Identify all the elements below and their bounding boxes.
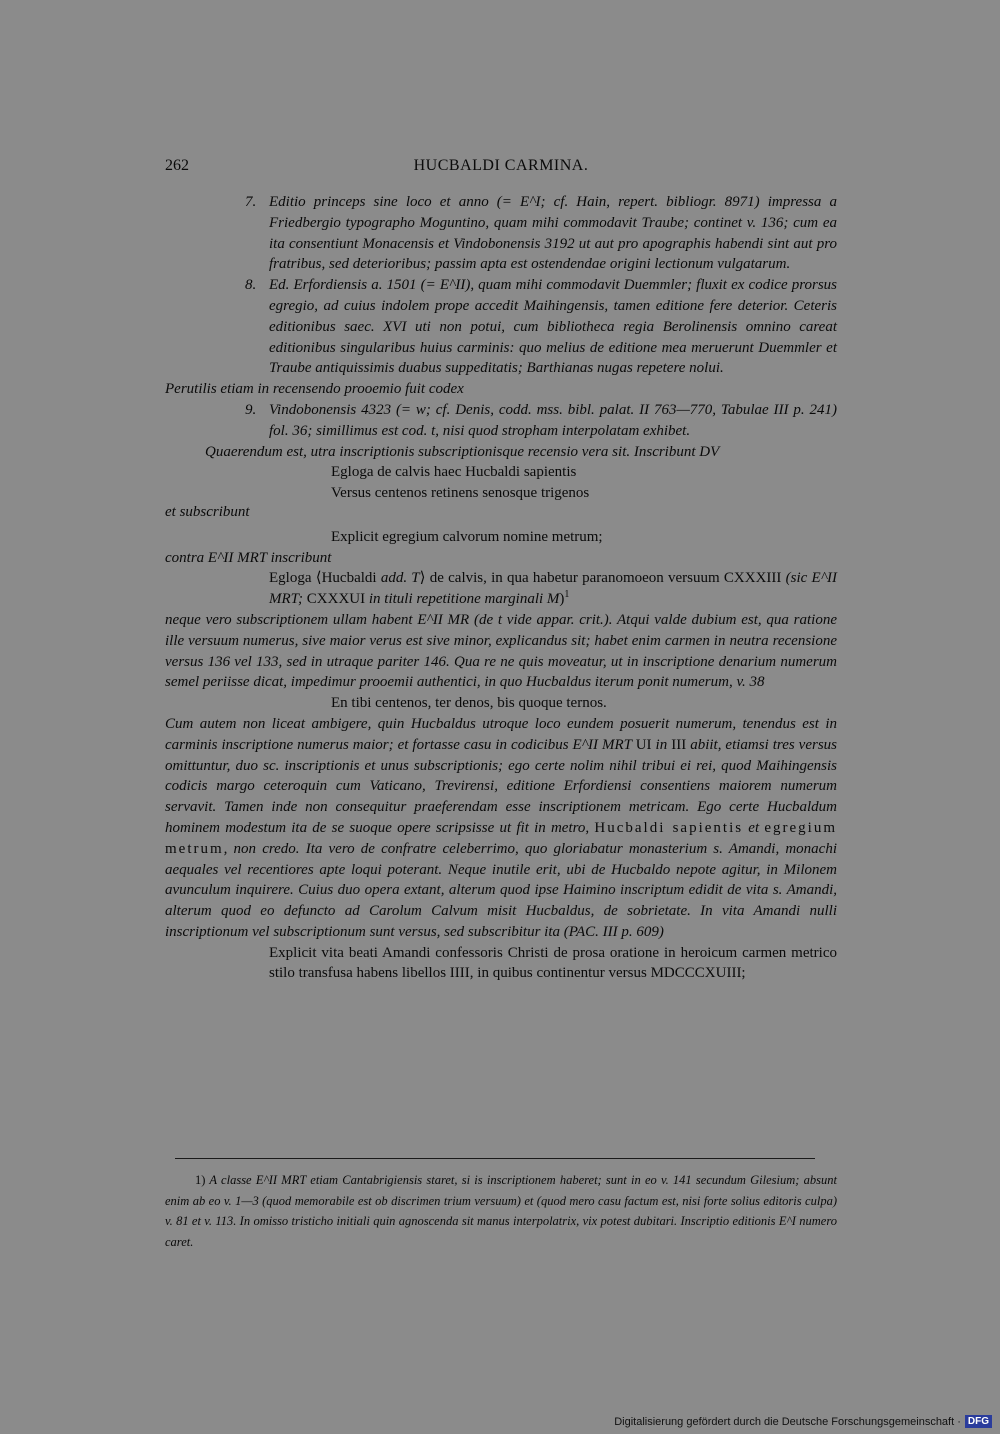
neque-vero-paragraph: neque vero subscriptionem ullam habent E^II MR (de t vide appar. crit.). Atqui valde dubium est, qua ratione ille versuum numerus, sive maior verus est sive minor, explicandus sit; habet enim carmen in neutra recensione versus 136 vel 133, sed in utraque pariter 146. Qua re ne quis moveatur, ut in inscriptione denarium numerum semel periisse dicat, impedimur prooemii authentici, in quo Hucbaldus iterum ponit numerum, v. 38 xyxy=(165,611,837,691)
paragraph-part: , non credo. Ita vero de confratre celeberrimo, quo gloriabatur monasterium s. Amandi, monachi aequales vel recentiores apte loqui poterant. Neque inutile erit, ubi de Hucbaldo nepote agitur, in Milonem avunculum inquirere. Cuius duo opera extant, alterum quod ipse Haimino inscriptum edidit de vita s. Amandi, alterum quod eo defuncto ad Carolum Calvum misit Hucbaldus, de sobrietate. In vita Amandi nulli inscriptionum vel subscriptionum sunt versus, sed subscribitur ita (PAC. III p. 609) xyxy=(165,840,837,940)
egloga-part: ⟩ de calvis, in qua habetur paranomoeon versuum CXXXIII xyxy=(419,570,786,587)
paragraph-part: egregium metrum xyxy=(165,819,837,857)
paragraph-part: Cum autem non liceat ambigere, quin Hucbaldus utroque loco eundem posuerit numerum, tenendus est in carminis inscriptione numerus maior; et fortasse casu in codicibus E^II MRT xyxy=(165,715,837,753)
funding-text: Digitalisierung gefördert durch die Deutsche Forschungsgemeinschaft · xyxy=(614,1415,961,1428)
egloga-inscription xyxy=(165,568,837,610)
funding-footer xyxy=(614,1415,992,1428)
verse-egloga-de-calvis: Egloga de calvis haec Hucbaldi sapientis xyxy=(331,464,577,481)
entry-8 xyxy=(165,275,837,379)
entry-9 xyxy=(165,400,837,442)
explicit-vita-quote: Explicit vita beati Amandi confessoris Christi de prosa oratione in heroicum carmen metrico stilo transfusa habens libellos IIII, in quibus continentur versus MDCCCXUIII; xyxy=(269,944,837,982)
egloga-part: (sic E^II MRT; xyxy=(269,570,838,608)
footnote-reference[interactable]: 1 xyxy=(564,589,570,601)
footnote-number: 1) xyxy=(195,1173,206,1187)
paragraph-part: UI xyxy=(635,736,656,753)
footnote-text: A classe E^II MRT etiam Cantabrigiensis staret, si is inscriptionem haberet; sunt in eo v. 141 secundum Gilesium; absunt enim ab eo v. 1—3 (quod memorabile est ob discrimen trium versuum) et (quod mero casu factum est, nisi forte solius editoris culpa) v. 81 et v. 113. In omisso tristicho initiali quin agnoscenda sit manus interpolatrix, vix potest dubitari. Inscriptio editionis E^I numero caret. xyxy=(165,1173,837,1249)
egloga-part: Egloga ⟨Hucbaldi xyxy=(269,570,381,587)
egloga-part: add. T xyxy=(380,570,420,587)
paragraph-part: in xyxy=(655,736,672,753)
main-text xyxy=(165,192,837,984)
verse-versus-centenos: Versus centenos retinens senosque trigenos xyxy=(331,485,590,502)
dfg-logo[interactable]: DFG xyxy=(965,1415,992,1428)
entry-number: 7. xyxy=(245,194,257,210)
running-head: HUCBALDI CARMINA. xyxy=(413,157,589,174)
paragraph-part: et xyxy=(743,819,765,836)
entry-text: Vindobonensis 4323 (= w; cf. Denis, codd. mss. bibl. palat. II 763—770, Tabulae III p. 241) fol. 36; simillimus est cod. t, nisi quod stropham interpolatam exhibet. xyxy=(269,401,837,439)
entry-text: Ed. Erfordiensis a. 1501 (= E^II), quam mihi commodavit Duemmler; fluxit ex codice prorsus egregio, ad cuius indolem prope accedit Maihingensis, tamen editione fere deterior. Ceteris editionibus saec. XVI uti non potui, cum bibliotheca regia Berolinensis omnino careat editionibus singularibus huius carminis: quo melius de editione mea meruerunt Duemmler et Traube antiquissimis duabus suppeditatis; Barthianas nugas repetere nolui. xyxy=(269,277,837,377)
egloga-part: ) xyxy=(559,591,565,608)
footnote-rule xyxy=(175,1158,815,1159)
entry-number: 8. xyxy=(245,277,257,294)
page-number: 262 xyxy=(165,157,189,174)
egloga-part: CXXXUI xyxy=(306,591,369,608)
egloga-part: in tituli repetitione marginali M xyxy=(368,591,560,608)
entry-text: Editio princeps sine loco et anno (= E^I; cf. Hain, repert. bibliogr. 8971) impressa a Friedbergio typographo Moguntino, quam mihi commodavit Traube; continet v. 136; cum ea ita consentiunt Monacensis et Vindobonensis 3192 ut aut pro apographis habendi sint aut pro fratribus, sed deterioribus; passim apta est ostendendae origini lectionum vulgatarum. xyxy=(269,194,837,273)
paragraph-part: III xyxy=(671,736,691,753)
paragraph-part: Hucbaldi sapientis xyxy=(594,819,744,836)
page-header xyxy=(165,157,837,181)
verse-en-tibi: En tibi centenos, ter denos, bis quoque ternos. xyxy=(331,695,607,712)
contra-line: contra E^II MRT inscribunt xyxy=(165,549,332,566)
verse-explicit-egregium: Explicit egregium calvorum nomine metrum; xyxy=(331,528,603,545)
paragraph-part: abiit, etiamsi tres versus omittuntur, duo sc. inscriptionis et unus subscriptionis; ego certe nolim nihil tribui ei rei, quod Maihingensis codicis margo ceteroquin cum Vaticano, Trevirensi, editione Erfordiensi consentiens maiorem numerum servavit. Tamen inde non consequitur praeferendam esse inscriptionem metricam. Ego certe Hucbaldum hominem modestum ita de se suoque opere scripsisse ut fit in metro, xyxy=(165,736,838,836)
cum-autem-paragraph xyxy=(165,714,837,943)
et-subscribunt: et subscribunt xyxy=(165,503,250,520)
quaerendum-paragraph: Quaerendum est, utra inscriptionis subscriptionisque recensio vera sit. Inscribunt DV xyxy=(205,443,720,460)
footnotes xyxy=(165,1170,837,1252)
entry-7 xyxy=(165,192,837,275)
perutilis-line: Perutilis etiam in recensendo prooemio fuit codex xyxy=(165,381,464,398)
entry-number: 9. xyxy=(245,401,257,418)
